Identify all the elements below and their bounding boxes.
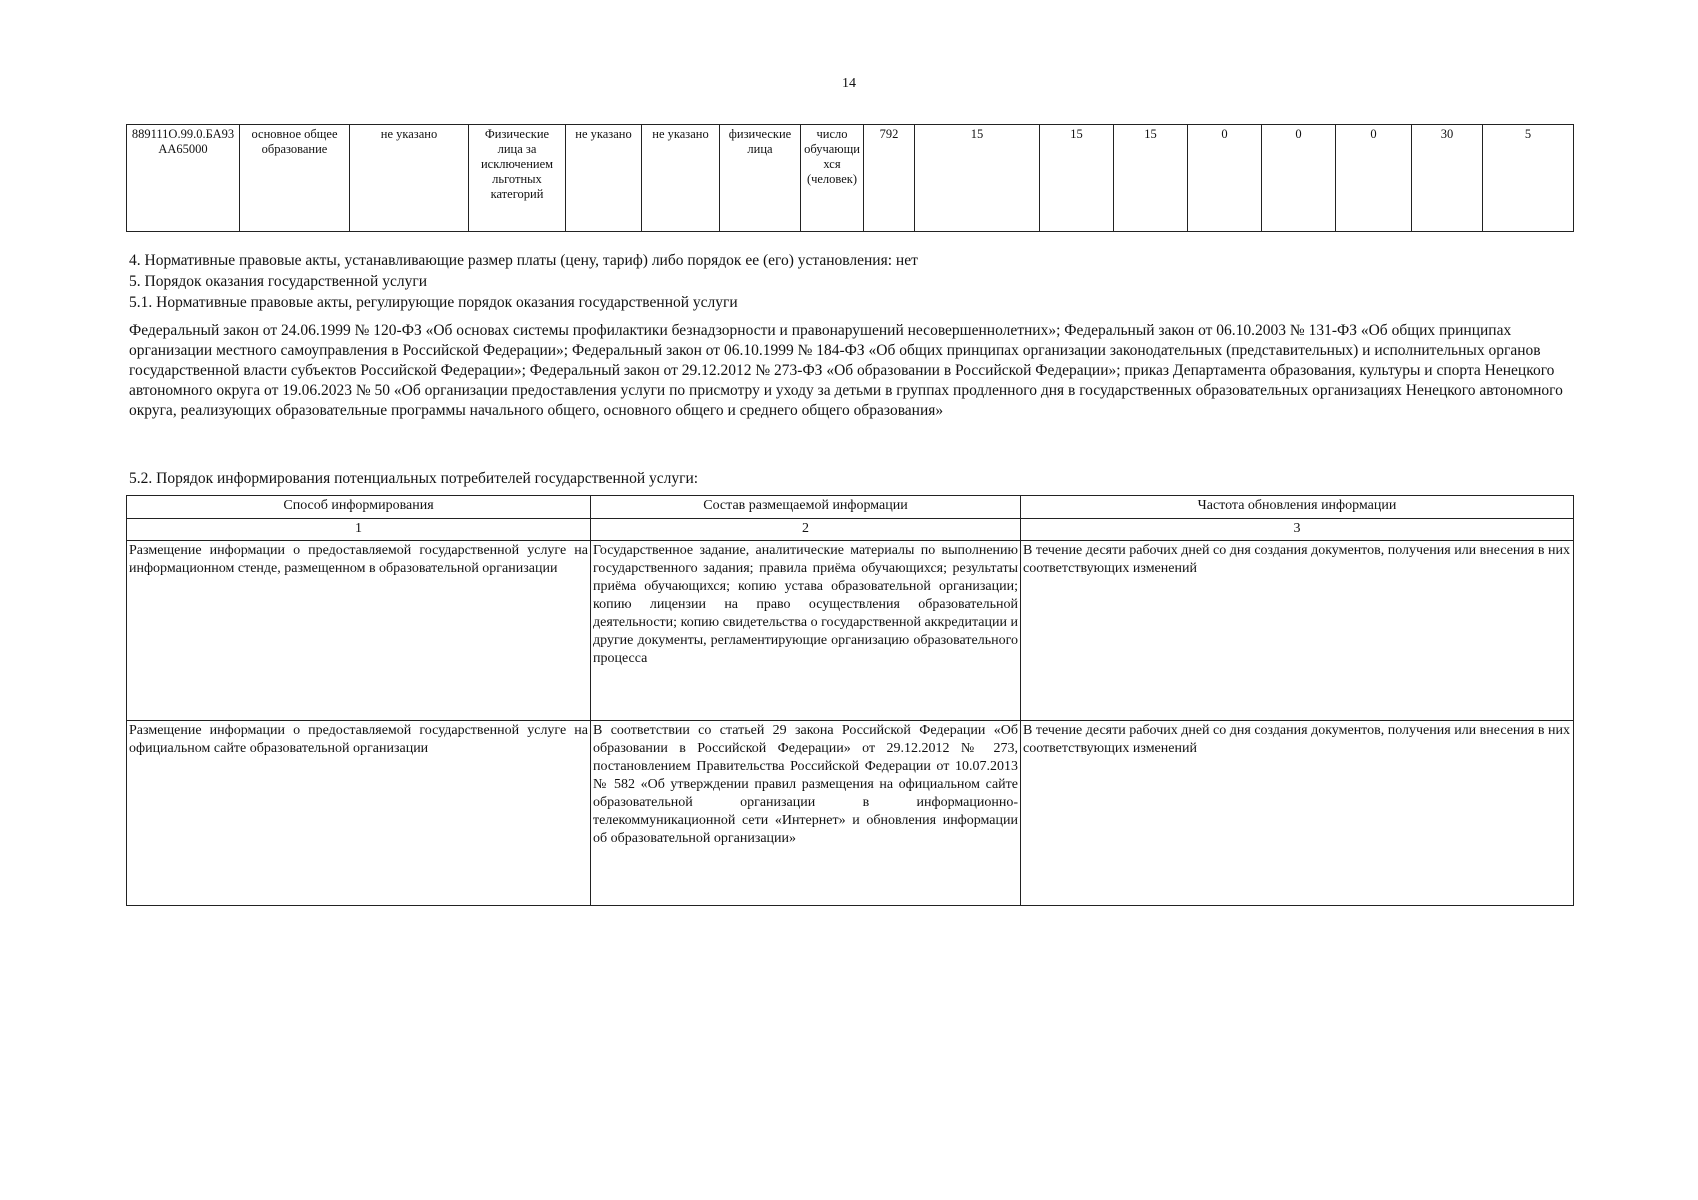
column-number: 3 (1021, 519, 1574, 541)
column-header-method: Способ информирования (127, 496, 591, 519)
table-cell-method: Размещение информации о предоставляемой государственной услуге на информационном стенде, размещенном в образовательной организации (127, 541, 591, 721)
table-cell-value: 0 (1336, 125, 1412, 232)
table-number-row (127, 519, 1574, 541)
table-cell-value: 15 (915, 125, 1040, 232)
section-5-1-heading: 5.1. Нормативные правовые акты, регулирующие порядок оказания государственной услуги (129, 294, 738, 311)
table-cell-value: 0 (1262, 125, 1336, 232)
table-header-row (127, 496, 1574, 519)
column-header-content: Состав размещаемой информации (591, 496, 1021, 519)
table-cell-method: Размещение информации о предоставляемой государственной услуге на официальном сайте образовательной организации (127, 721, 591, 906)
table-cell-indicator: число обучающихся (человек) (801, 125, 864, 232)
table-cell-content: не указано (350, 125, 469, 232)
table-cell-value: 5 (1483, 125, 1574, 232)
column-number: 2 (591, 519, 1021, 541)
section-5-2-heading: 5.2. Порядок информирования потенциальных потребителей государственной услуги: (129, 470, 699, 487)
column-header-frequency: Частота обновления информации (1021, 496, 1574, 519)
table-cell-content: не указано (566, 125, 642, 232)
table-cell-value: 15 (1114, 125, 1188, 232)
table-cell-frequency: В течение десяти рабочих дней со дня создания документов, получения или внесения в них соответствующих изменений (1021, 721, 1574, 906)
table-cell-content: Государственное задание, аналитические материалы по выполнению государственного задания; правила приёма обучающихся; результаты приёма обучающихся; копию устава образовательной организации; копию лицензии на право осуществления образовательной деятельности; копию свидетельства о государственной аккредитации и другие документы, регламентирующие организацию образовательного процесса (591, 541, 1021, 721)
table-cell-okei-code: 792 (864, 125, 915, 232)
table-row (127, 125, 1574, 232)
table-cell-value: 30 (1412, 125, 1483, 232)
table-cell-frequency: В течение десяти рабочих дней со дня создания документов, получения или внесения в них соответствующих изменений (1021, 541, 1574, 721)
table-cell-content: основное общее образование (240, 125, 350, 232)
table-cell-content: В соответствии со статьей 29 закона Российской Федерации «Об образовании в Российской Федерации» от 29.12.2012 № 273, постановлением Правительства Российской Федерации от 10.07.2013 № 582 «Об утверждении правил размещения на официальном сайте образовательной организации в информационно-телекоммуникационной сети «Интернет» и обновления информации об образовательной организации» (591, 721, 1021, 906)
section-5-1-text: Федеральный закон от 24.06.1999 № 120-ФЗ «Об основах системы профилактики безнадзорности и правонарушений несовершеннолетних»; Федеральный закон от 06.10.2003 № 131-ФЗ «Об общих принципах организации местного самоуправления в Российской Федерации»; Федеральный закон от 06.10.1999 № 184-ФЗ «Об общих принципах организации законодательных (представительных) и исполнительных органов государственной власти субъектов Российской Федерации»; Федеральный закон от 29.12.2012 № 273-ФЗ «Об образовании в Российской Федерации»; приказ Департамента образования, культуры и спорта Ненецкого автономного округа от 19.06.2023 № 50 «Об организации предоставления услуги по присмотру и уходу за детьми в группах продленного дня в государственных образовательных организациях Ненецкого автономного округа, реализующих образовательные программы начального общего, основного общего и среднего общего образования» (129, 322, 1563, 419)
sections-block (129, 250, 1569, 421)
table-row (127, 541, 1574, 721)
table-row (127, 721, 1574, 906)
table-cell-content: физические лица (720, 125, 801, 232)
page-number: 14 (842, 76, 856, 91)
section-4-heading: 4. Нормативные правовые акты, устанавливающие размер платы (цену, тариф) либо порядок ее (его) установления: нет (129, 252, 918, 269)
table-cell-content: не указано (642, 125, 720, 232)
table-cell-content: Физические лица за исключением льготных категорий (469, 125, 566, 232)
section-5-heading: 5. Порядок оказания государственной услуги (129, 273, 427, 290)
table-cell-value: 0 (1188, 125, 1262, 232)
table-cell-registry-code: 889111О.99.0.БА93АА65000 (127, 125, 240, 232)
indicator-table (126, 124, 1574, 232)
column-number: 1 (127, 519, 591, 541)
informing-table (126, 495, 1574, 906)
table-cell-value: 15 (1040, 125, 1114, 232)
